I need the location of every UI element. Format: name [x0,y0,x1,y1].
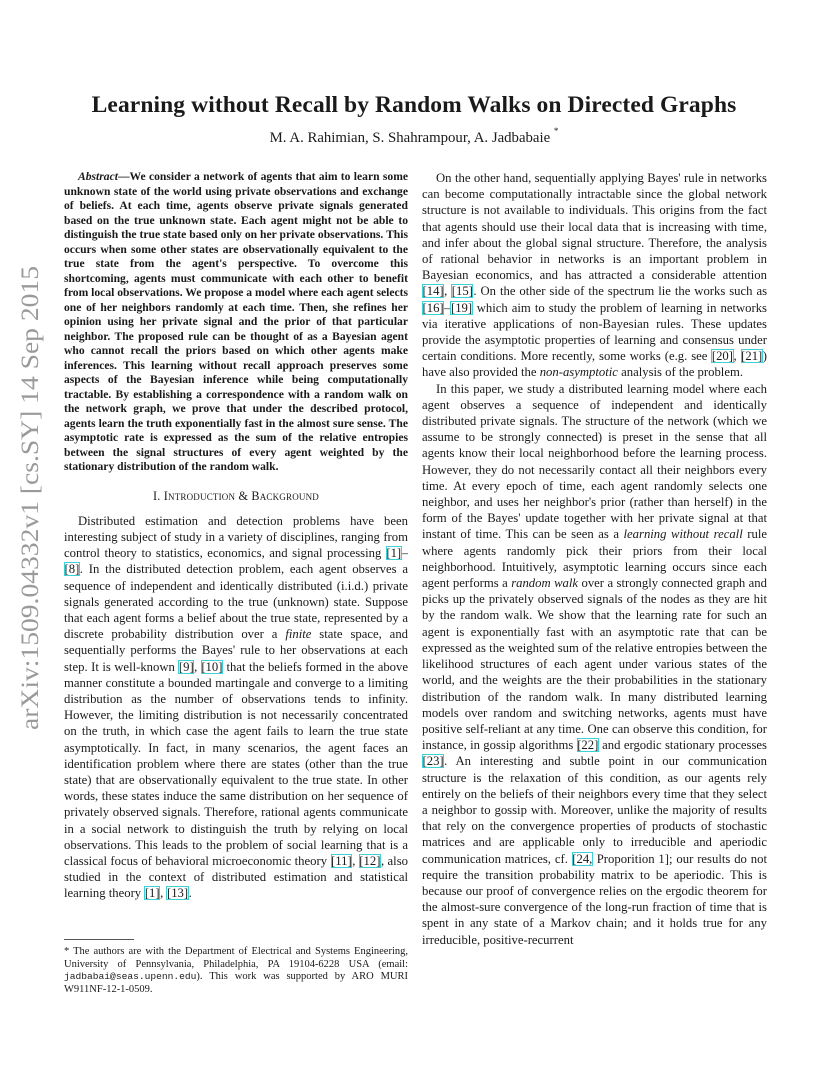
paragraph [422,381,767,948]
citation-link[interactable]: [1] [144,886,160,901]
text-run: which aim to study the problem of learning in networks via iterative applications of non-Bayesian rules. These updates provide the asymptotic properties of learning and consensus under certain conditions. More recently, some works (e.g. see [422,300,767,364]
text-run: , [194,659,201,674]
text-run: that the beliefs formed in the above manner constitute a bounded martingale and converge to a limiting distribution as the number of observations tends to infinity. However, the limiting distribution is not necessarily concentrated on the truth, in which case the agent fails to learn the true state asymptotically. In fact, in many scenarios, the agent faces an identification problem where there are states (other than the true state) that are observationally equivalent to the true state. In other words, these states induce the same distribution on her sequence of privately observed signals. Therefore, rational agents communicate in a social network to distinguish the truth by relying on local observations. This leads to the problem of social learning that is a classical focus of behavioral microeconomic theory [64,659,408,868]
text-run: state space, and sequentially performs the Bayes' rule to her observations at each step. It is well-known [64,627,409,674]
paragraph [422,170,767,381]
emphasis: random walk [511,576,579,591]
left-column [64,170,408,902]
section-title: Introduction & Background [163,488,320,503]
text-run: , [444,284,452,299]
citation-link[interactable]: [24, [572,851,593,866]
emphasis: non-asymptotic [539,365,618,380]
citation-link[interactable]: [1] [386,546,402,561]
text-run: over a strongly connected graph and picks up the privately observed signals of the nodes as they are hit by the random walk. We show that the learning rate for such an agent is exponentially fast with an asymptotic rate that can be expressed as the weighted sum of the relative entropies between the likelihood structures of each agent under various states of the world, and the weights are the their probabilities in the stationary distribution of the random walk. In many distributed learning models over random and switching networks, agents must have positive self-reliant at any time. One can observe this condition, for instance, in gossip algorithms [422,576,767,753]
citation-link[interactable]: [11] [331,853,352,868]
paper-authors [0,128,828,147]
citation-link[interactable]: [9] [178,659,194,674]
text-run: , [160,886,167,901]
text-run: , [733,349,741,364]
text-run: . An interesting and subtle point in our communication structure is the relaxation of this condition, as our agents rely entirely on the beliefs of their neighbors every time that they select a neighbor to gossip with. Moreover, unlike the majority of results that rely on the convergence properties of products of stochastic matrices and are applicable only to irreducible and aperiodic communication matrices, cf. [422,754,767,866]
citation-link[interactable]: [10] [201,659,223,674]
email-link[interactable]: jadbabai@seas.upenn.edu [64,971,197,983]
text-run: – [401,546,408,561]
text-run: analysis of the problem. [617,365,744,380]
citation-link[interactable]: [21] [741,349,763,364]
text-run: In this paper, we study a distributed learning model where each agent observes a sequence of independent and identically distributed private signals. The structure of the network (which we assume to be strongly connected) is preset in the sense that all agents know their local neighborhood before the learning process. However, they do not necessarily contact all their neighbors every time. At every epoch of time, each agent randomly selects one neighbor, and uses her neighbor's prior (rather than herself) in the form of the Bayes' update together with her private signal at that instant of time. This can be seen as a [422,381,767,542]
text-run: . In the distributed detection problem, each agent observes a sequence of independent and identically distributed (i.i.d.) private signals generated according to the true (unknown) state. Suppose that each agent forms a belief about the true state, represented by a discrete probability distribution over a [64,562,408,642]
text-run: , [352,853,359,868]
intro-paragraph [64,513,408,902]
text-run: , also studied in the context of distributed estimation and statistical learning theory [64,853,408,901]
emphasis: finite [285,627,312,642]
abstract-text: —We consider a network of agents that aim to learn some unknown state of the world using private observations and exchange of beliefs. At each time, agents observe private signals generated based on the true unknown state. Each agent might not be able to distinguish the true state based only on her private observations. This occurs when some other states are observationally equivalent to the true state from the agent's perspective. To overcome this shortcoming, agents must communicate with each other to benefit from local observations. We propose a model where each agent selects one of her neighbors randomly at each time. Then, she refines her opinion using her private signal and the prior of that particular neighbor. The proposed rule can be thought of as a Bayesian agent who cannot recall the priors based on which other agents make inferences. This learning without recall approach preserves some aspects of the Bayesian inference while being computationally tractable. By establishing a correspondence with a random walk on the network graph, we prove that under the described protocol, agents learn the truth exponentially fast in the almost sure sense. The asymptotic rate is expressed as the sum of the relative entropies between the signal structures of every agent weighted by the stationary distribution of the random walk. [64,170,409,473]
citation-link[interactable]: [12] [359,853,381,868]
citation-link[interactable]: [13] [166,886,189,901]
abstract-label: Abstract [78,170,118,183]
citation-link[interactable]: [15] [451,284,473,299]
arxiv-identifier-stamp [14,262,44,732]
text-run: ) have also provided the [422,349,767,380]
author-footnote-mark: * [553,126,559,136]
section-heading [64,488,408,504]
text-run: Proporition 1]; our results do not require the transition probability matrix to be aperiodic. This is because our proof of convergence relies on the ergodic theorem for the almost-sure convergence of the long-run fraction of time that is spent in any state of a Markov chain; and it holds true for any irreducible, positive-recurrent [422,851,767,947]
right-column [422,170,767,948]
footnote-rule [64,939,134,940]
text-run: . On the other side of the spectrum lie the works such as [473,284,768,299]
text-run: On the other hand, sequentially applying Bayes' rule in networks can become computationally intractable since the global network structure is not available to individuals. This origins from the fact that agents should use their local data that is increasing with time, and infer about the global signal structure. Therefore, the analysis of rational behavior in networks is an important problem in Bayesian economics, and has attracted a considerable attention [422,171,767,283]
text-run: rule where agents randomly pick their priors from their local neighborhood. Intuitively, asymptotic learning occurs since each agent performs a [422,527,767,591]
text-run: ). This work was supported by ARO MURI W911NF-12-1-0509. [64,971,408,995]
text-run: Distributed estimation and detection problems have been interesting subject of study in a variety of disciplines, ranging from control theory to statistics, economics, and signal processing [64,513,408,561]
emphasis: learning without recall [623,527,743,542]
abstract [64,170,408,475]
author-list: M. A. Rahimian, S. Shahrampour, A. Jadbabaie [269,129,551,146]
paper-title: Learning without Recall by Random Walks on Directed Graphs [91,92,737,118]
citation-link[interactable]: [20] [711,349,733,364]
section-number: I. [152,488,161,503]
text-run: – [444,300,451,315]
arxiv-stamp-text: arXiv:1509.04332v1 [cs.SY] 14 Sep 2015 [17,309,44,730]
text-run: . [188,886,192,901]
citation-link[interactable]: [19] [450,300,473,315]
text-run: * The authors are with the Department of Electrical and Systems Engineering, University of Pennsylvania, Philadelphia, PA 19104-6228 USA (email: [64,946,408,970]
citation-link[interactable]: [8] [64,562,80,577]
citation-link[interactable]: [22] [577,738,599,753]
citation-link[interactable]: [14] [422,284,444,299]
citation-link[interactable]: [23] [422,754,444,769]
citation-link[interactable]: [16] [422,300,444,315]
text-run: and ergodic stationary processes [598,738,767,753]
author-footnote [64,946,408,996]
